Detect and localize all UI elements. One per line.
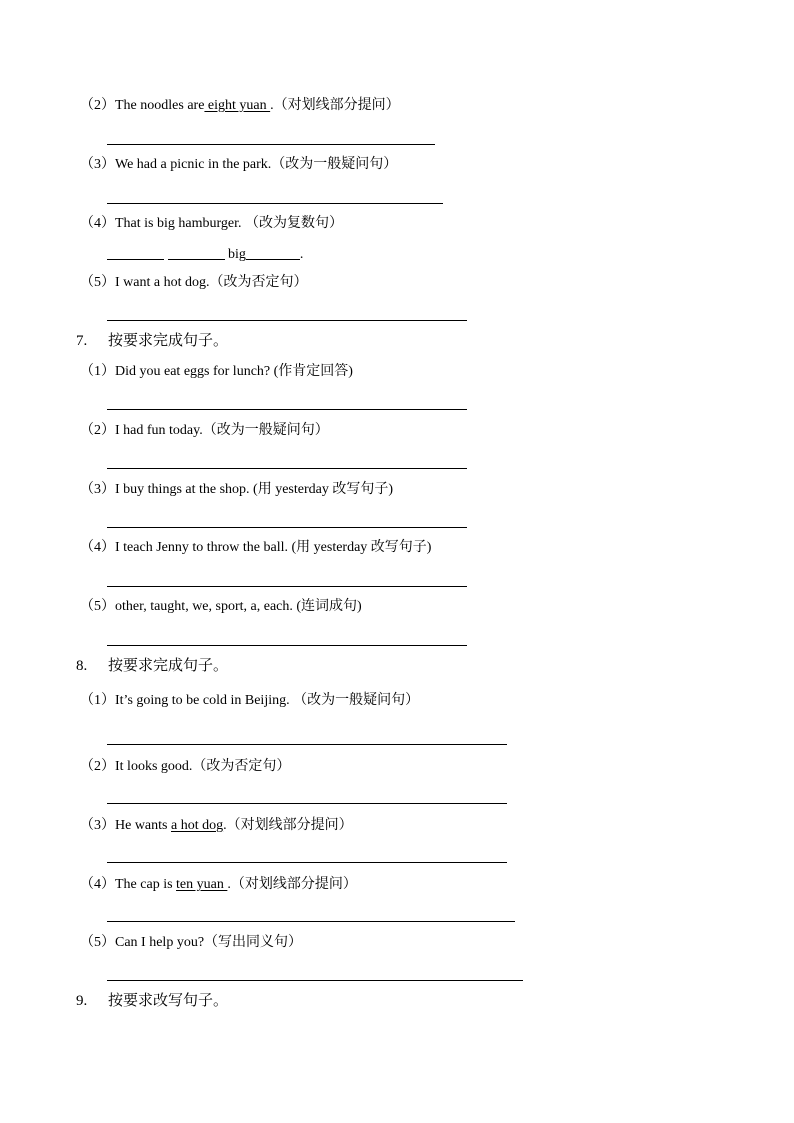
fill-word: big [228, 247, 246, 262]
question-8-4 [80, 875, 357, 895]
answer-line[interactable] [107, 980, 523, 981]
answer-line[interactable] [107, 320, 467, 321]
question-8-5 [80, 933, 302, 953]
question-7-3 [80, 480, 393, 500]
question-text: I had fun today.（改为一般疑问句） [115, 423, 329, 438]
question-text: It’s going to be cold in Beijing. （改为一般疑问句） [115, 693, 420, 708]
question-number: （3） [80, 818, 115, 833]
question-number: （4） [80, 216, 115, 231]
question-text: That is big hamburger. （改为复数句） [115, 216, 343, 231]
question-7-1 [80, 362, 353, 382]
fill-blanks-6-4: big . [107, 245, 303, 265]
question-text: We had a picnic in the park.（改为一般疑问句） [115, 157, 398, 172]
question-number: （2） [80, 759, 115, 774]
instruction: .（对划线部分提问） [270, 98, 400, 113]
question-6-5 [80, 273, 307, 293]
answer-line[interactable] [107, 527, 467, 528]
question-number: （2） [80, 98, 115, 113]
question-text: It looks good.（改为否定句） [115, 759, 291, 774]
question-number: （2） [80, 423, 115, 438]
question-8-1 [80, 691, 419, 711]
question-number: （3） [80, 482, 115, 497]
question-8-2 [80, 757, 290, 777]
question-7-4 [80, 538, 431, 558]
instruction: .（对划线部分提问） [223, 818, 353, 833]
answer-line[interactable] [107, 921, 515, 922]
blank-2[interactable] [168, 245, 225, 260]
answer-line[interactable] [107, 862, 507, 863]
question-text: Can I help you?（写出同义句） [115, 935, 303, 950]
question-text: He wants [115, 818, 171, 833]
instruction: .（对划线部分提问） [227, 877, 357, 892]
question-text: The cap is [115, 877, 177, 892]
question-number: （1） [80, 364, 115, 379]
answer-line[interactable] [107, 645, 467, 646]
section-title: 按要求完成句子。 [108, 333, 229, 349]
section-number: 8. [76, 658, 88, 674]
answer-line[interactable] [107, 203, 443, 204]
question-6-3 [80, 155, 397, 175]
question-number: （1） [80, 693, 115, 708]
question-text: I want a hot dog.（改为否定句） [115, 275, 308, 290]
question-text: other, taught, we, sport, a, each. (连词成句) [115, 599, 362, 614]
question-7-5 [80, 597, 362, 617]
answer-line[interactable] [107, 803, 507, 804]
answer-line[interactable] [107, 744, 507, 745]
answer-line[interactable] [107, 586, 467, 587]
section-number: 7. [76, 333, 88, 349]
underlined-phrase: ten yuan [176, 877, 228, 892]
section-9-heading [76, 991, 228, 1011]
question-text: Did you eat eggs for lunch? (作肯定回答) [115, 364, 353, 379]
answer-line[interactable] [107, 409, 467, 410]
underlined-phrase: a hot dog [171, 818, 224, 833]
question-text: I teach Jenny to throw the ball. (用 yesterday 改写句子) [115, 540, 432, 555]
section-7-heading [76, 331, 228, 351]
answer-line[interactable] [107, 144, 435, 145]
question-number: （4） [80, 540, 115, 555]
question-number: （5） [80, 599, 115, 614]
section-8-heading [76, 656, 228, 676]
question-6-4 [80, 214, 343, 234]
question-number: （4） [80, 877, 115, 892]
question-number: （3） [80, 157, 115, 172]
question-text: The noodles are [115, 98, 205, 113]
section-title: 按要求完成句子。 [108, 658, 229, 674]
answer-line[interactable] [107, 468, 467, 469]
underlined-phrase: eight yuan [204, 98, 271, 113]
question-number: （5） [80, 935, 115, 950]
question-8-3 [80, 816, 353, 836]
question-text: I buy things at the shop. (用 yesterday 改写句子) [115, 482, 394, 497]
blank-1[interactable] [107, 245, 164, 260]
question-7-2 [80, 421, 329, 441]
question-number: （5） [80, 275, 115, 290]
section-number: 9. [76, 993, 88, 1009]
question-6-2 [80, 96, 400, 116]
blank-3[interactable] [246, 245, 300, 260]
section-title: 按要求改写句子。 [108, 993, 229, 1009]
